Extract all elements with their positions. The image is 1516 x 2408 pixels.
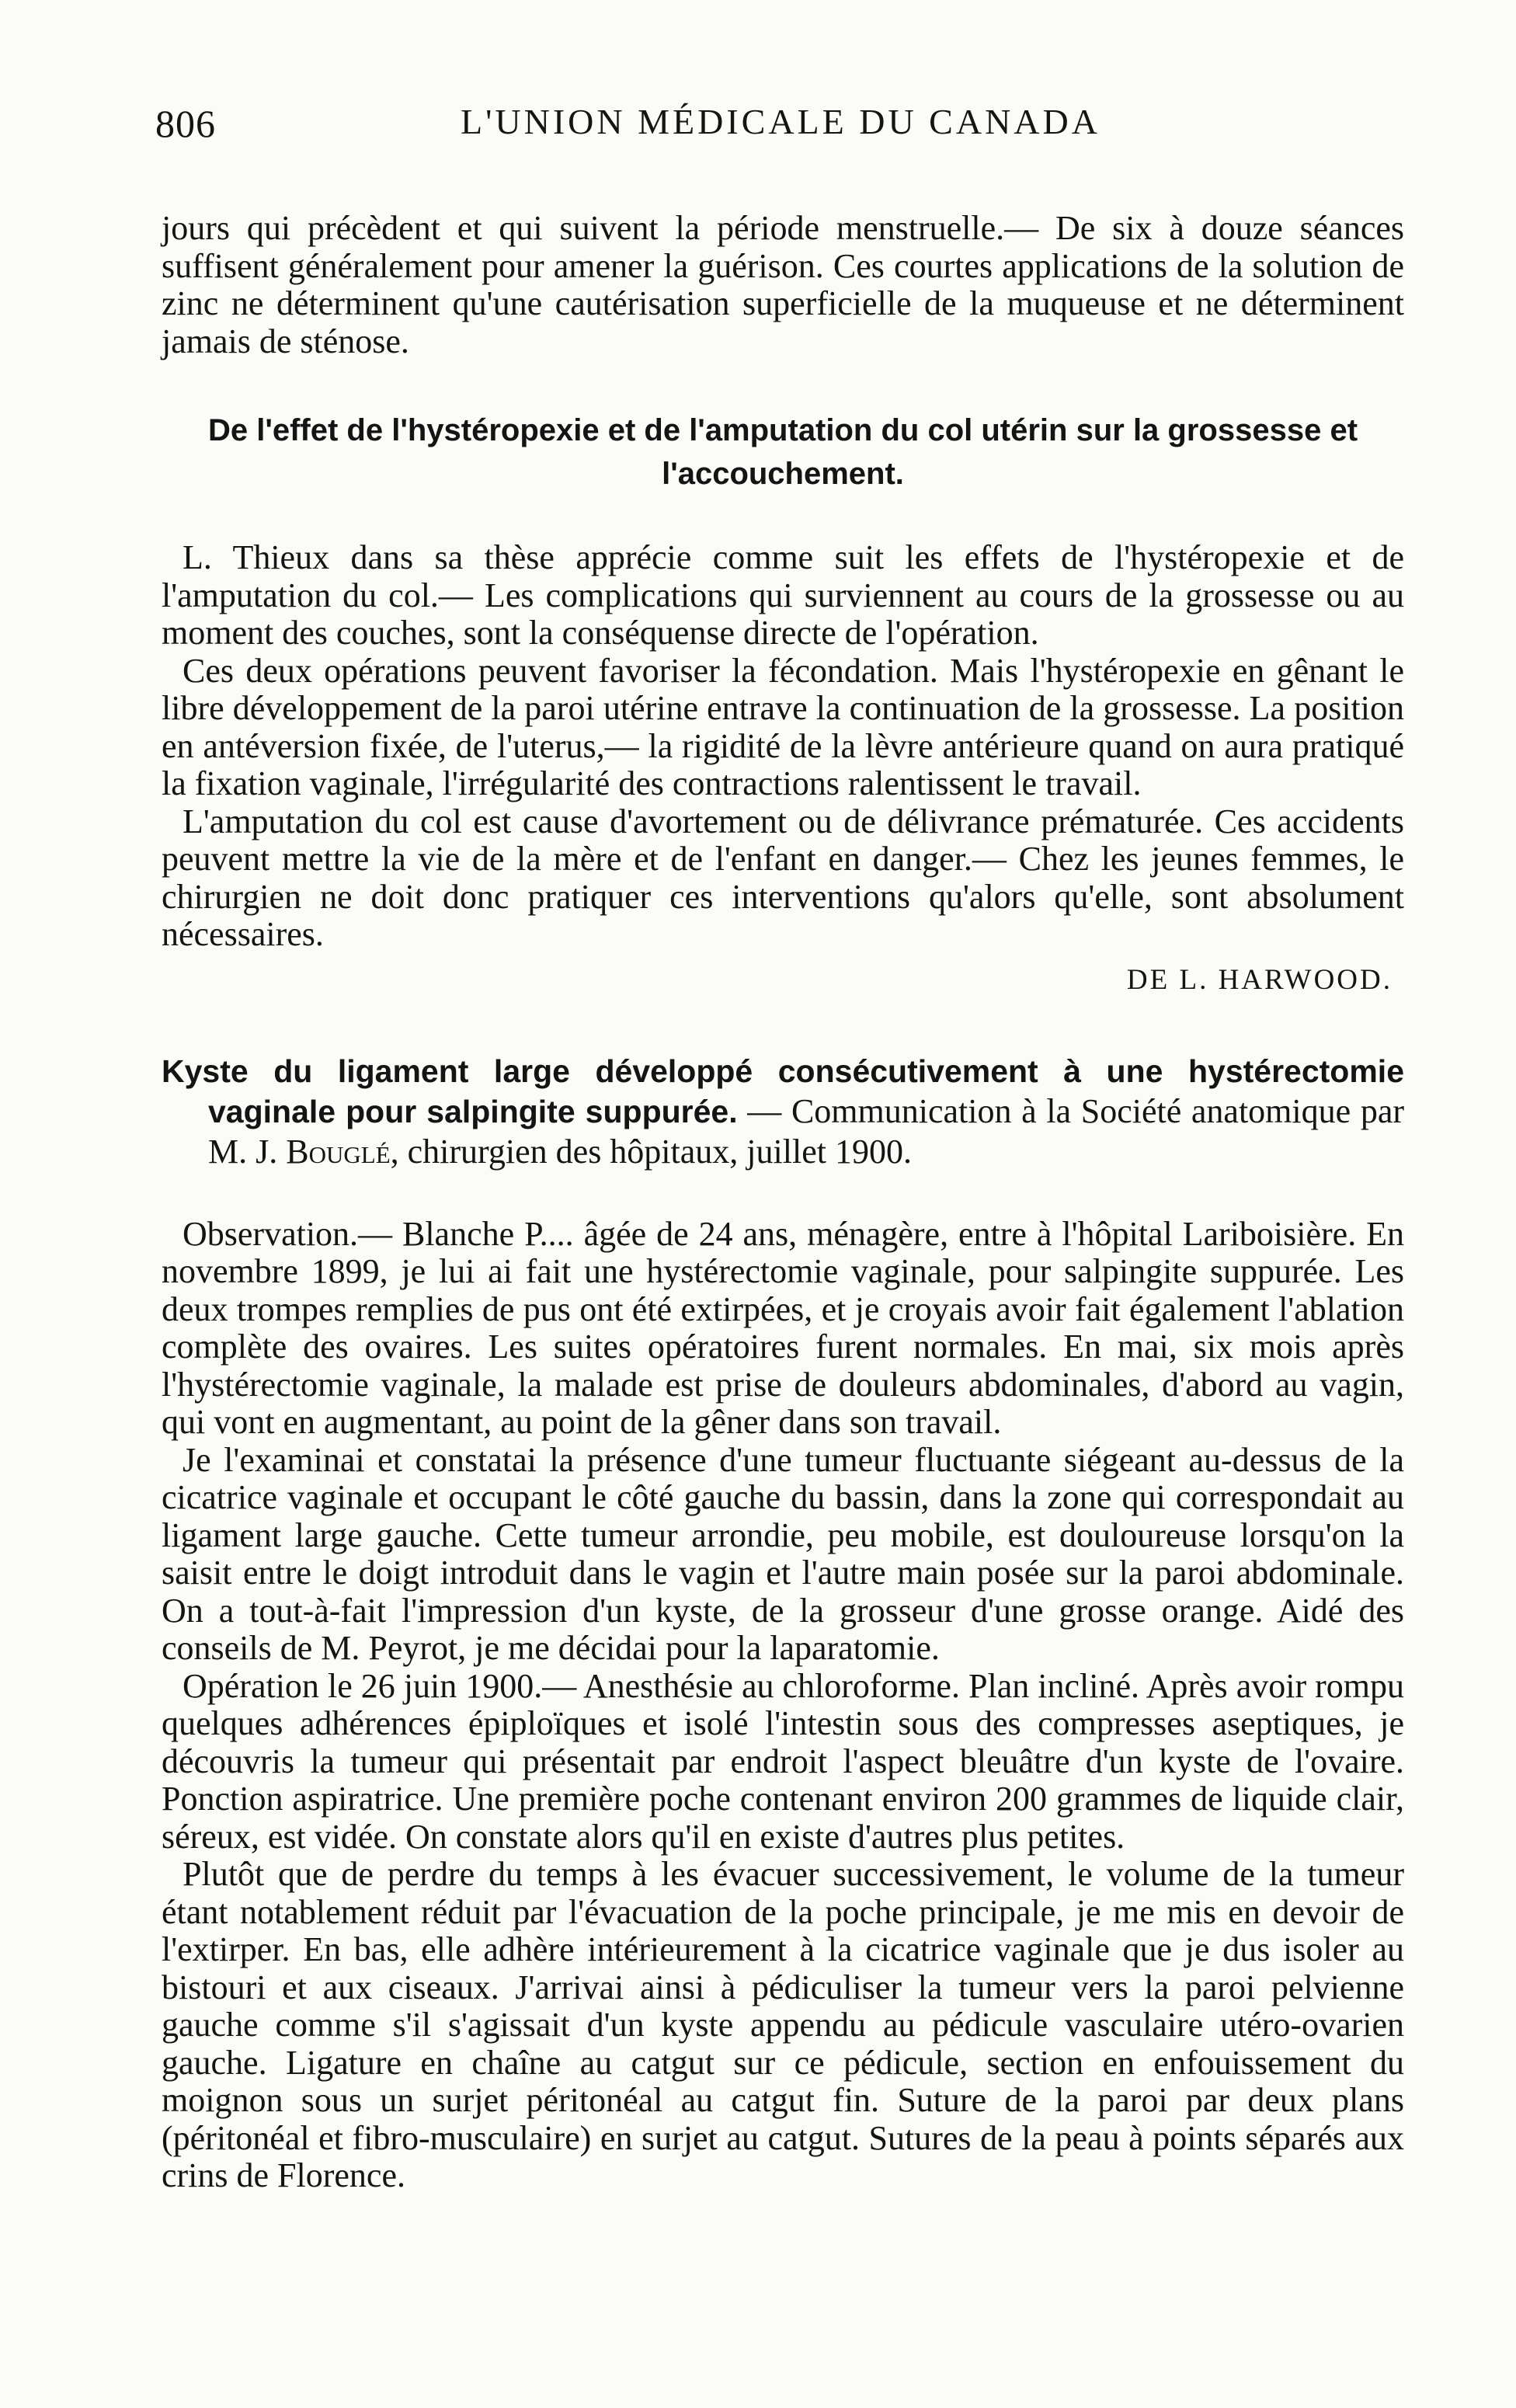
section-heading — [162, 1051, 1404, 1172]
paragraph: L. Thieux dans sa thèse apprécie comme suit les effets de l'hystéropexie et de l'amputation du col.— Les complications qui surviennent au cours de la grossesse ou au moment des couches, sont la conséquense directe de l'opération. — [162, 538, 1404, 652]
section-title: Kyste du ligament large développé consécutivement à une hystérectomie vaginale pour salpingite suppurée. — [162, 1053, 1404, 1129]
paragraph: Ces deux opérations peuvent favoriser la fécondation. Mais l'hystéropexie en gênant le libre développement de la paroi utérine entrave la continuation de la grossesse. La position en antéversion fixée, de l'uterus,— la rigidité de la lèvre antérieure quand on aura pratiqué la fixation vaginale, l'irrégularité des contractions ralentissent le travail. — [162, 651, 1404, 802]
running-title: L'UNION MÉDICALE DU CANADA — [461, 102, 1100, 141]
paragraph: L'amputation du col est cause d'avortement ou de délivrance prématurée. Ces accidents peuvent mettre la vie de la mère et de l'enfant en danger.— Chez les jeunes femmes, le chirurgien ne doit donc pratiquer ces interventions qu'alors qu'elle, sont absolument nécessaires. — [162, 802, 1404, 953]
section-title: De l'effet de l'hystéropexie et de l'amputation du col utérin sur la grossesse et l'accouchement. — [207, 413, 1358, 491]
page-content — [162, 210, 1404, 2195]
section-body — [162, 539, 1404, 954]
section-body — [162, 1216, 1404, 2195]
paragraph: Plutôt que de perdre du temps à les évacuer successivement, le volume de la tumeur étant notablement réduit par l'évacuation de la poche principale, je me mis en devoir de l'extirper. En bas, elle adhère intérieurement à la cicatrice vaginale que je dus isoler au bistouri et aux ciseaux. J'arrivai ainsi à pédiculiser la tumeur vers la paroi pelvienne gauche comme s'il s'agissait d'un kyste appendu au pédicule vasculaire utéro-ovarien gauche. Ligature en chaîne au catgut sur ce pédicule, section en enfouissement du moignon sous un surjet péritonéal au catgut fin. Suture de la paroi par deux plans (péritonéal et fibro-musculaire) en surjet au catgut. Sutures de la peau à points séparés aux crins de Florence. — [162, 1855, 1404, 2194]
paragraph: Opération le 26 juin 1900.— Anesthésie au chloroforme. Plan incliné. Après avoir rompu quelques adhérences épiploïques et isolé l'intestin sous des compresses aseptiques, je découvris la tumeur qui présentait par endroit l'aspect bleuâtre d'un kyste de l'ovaire. Ponction aspiratrice. Une première poche contenant environ 200 grammes de liquide clair, séreux, est vidée. On constate alors qu'il en existe d'autres plus petites. — [162, 1666, 1404, 1856]
page-header — [155, 101, 1406, 171]
section-subtitle: — Communication à la Société anatomique par M. J. — [208, 1091, 1405, 1171]
author-name: Bouglé — [286, 1132, 391, 1171]
paragraph: Je l'examinai et constatai la présence d'une tumeur fluctuante siégeant au-dessus de la cicatrice vaginale et occupant le côté gauche du bassin, dans la zone qui correspondait au ligament large gauche. Cette tumeur arrondie, peu mobile, est douloureuse lorsqu'on la saisit entre le doigt introduit dans le vagin et l'autre main posée sur la paroi abdominale. On a tout-à-fait l'impression d'un kyste, de la grosseur d'une grosse orange. Aidé des conseils de M. Peyrot, je me décidai pour la laparatomie. — [162, 1440, 1404, 1667]
intro-paragraph: jours qui précèdent et qui suivent la période menstruelle.— De six à douze séances suffisent généralement pour amener la guérison. Ces courtes applications de la solution de zinc ne déterminent qu'une cautérisation superficielle de la muqueuse et ne déterminent jamais de sténose. — [162, 209, 1404, 360]
page-number: 806 — [155, 102, 216, 145]
paragraph: Observation.— Blanche P.... âgée de 24 ans, ménagère, entre à l'hôpital Lariboisière. En novembre 1899, je lui ai fait une hystérectomie vaginale, pour salpingite suppurée. Les deux trompes remplies de pus ont été extirpées, et je croyais avoir fait également l'ablation complète des ovaires. Les suites opératoires furent normales. En mai, six mois après l'hystérectomie vaginale, la malade est prise de douleurs abdominales, d'abord au vagin, qui vont en augmentant, au point de la gêner dans son travail. — [162, 1214, 1404, 1441]
section-subtitle-end: , chirurgien des hôpitaux, juillet 1900. — [390, 1132, 912, 1171]
author-signature: DE L. HARWOOD. — [1126, 963, 1393, 996]
